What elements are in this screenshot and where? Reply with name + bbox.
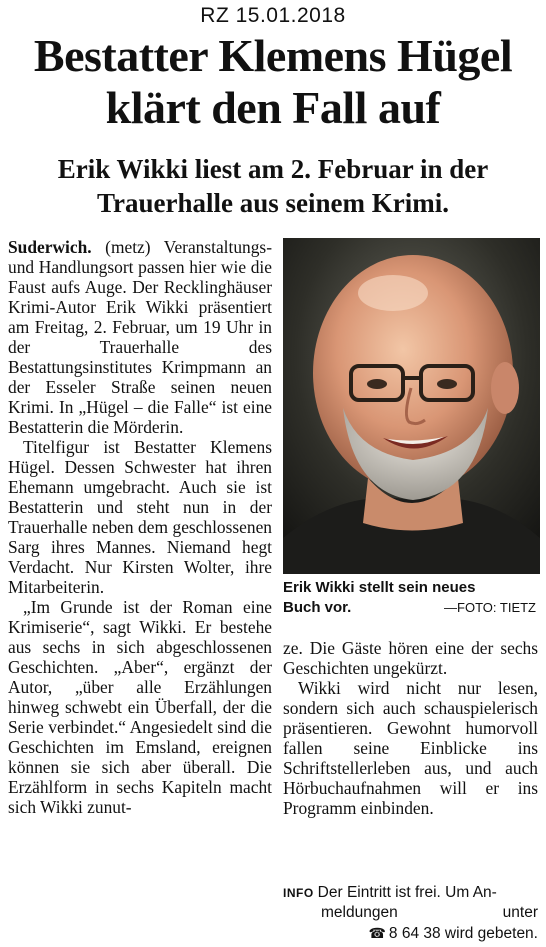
paragraph-1-text: (metz) Veranstaltungs- und Handlungsort passen hier wie die Faust aufs Auge. Der Recklinghäuser Krimi-Autor Erik Wikki präsentiert am Freitag, 2. Februar, um 19 Uhr in der Trauerhalle des Bestattungsinstitutes Krimpmann an der Esseler Straße seinen neuen Krimi. In „Hügel – die Falle“ ist eine Bestatterin die Mörderin. xyxy=(8,237,272,437)
info-text-3: 8 64 38 wird gebeten. xyxy=(388,925,538,942)
headline-line-1: Bestatter Klemens Hügel xyxy=(33,30,513,81)
info-text-2b: unter xyxy=(502,904,538,921)
info-box xyxy=(283,883,538,944)
photo-caption xyxy=(283,578,540,618)
info-tag: INFO xyxy=(283,886,314,900)
article-paragraph-3: „Im Grunde ist der Roman eine Krimiserie“, sagt Wikki. Er bestehe aus sechs in sich abgeschlossenen Geschichten. „Aber“, ergänzt der Autor, „über alle Erzählungen hinweg schwebt ein Überfall, der die Serie verbindet.“ Angesiedelt sind die Geschichten im Emsland, ereignen können sie sich aber überall. Die Erzählform in sechs Kapiteln macht sich Wikki zunut- xyxy=(8,597,272,817)
caption-line-1: Erik Wikki stellt sein neues xyxy=(283,579,476,596)
subheadline-line-2: Trauerhalle aus seinem Krimi. xyxy=(97,188,449,218)
author-portrait-image xyxy=(283,238,540,574)
photo-credit: —FOTO: TIETZ xyxy=(444,600,536,615)
article-paragraph-3-continued: ze. Die Gäste hören eine der sechs Geschichten ungekürzt. xyxy=(283,638,538,678)
article-paragraph-4: Wikki wird nicht nur lesen, sondern sich auch schauspielerisch präsentieren. Gewohnt humorvoll fallen seine Einblicke ins Schriftstellerleben aus, und auch Hörbuchaufnahmen will er ins Programm einbinden. xyxy=(283,678,538,818)
headline-line-2: klärt den Fall auf xyxy=(105,82,441,133)
info-line-1 xyxy=(283,883,538,903)
author-photo xyxy=(283,238,540,574)
dateline: RZ 15.01.2018 xyxy=(200,4,346,27)
telephone-icon: ☎ xyxy=(368,925,386,941)
article-column-right xyxy=(283,638,538,818)
caption-line-2: Buch vor. xyxy=(283,599,352,616)
article-column-left xyxy=(8,237,272,817)
info-line-3 xyxy=(283,923,538,944)
info-text-2a: meldungen xyxy=(321,904,398,921)
subheadline-line-1: Erik Wikki liest am 2. Februar in der xyxy=(57,154,489,184)
subheadline xyxy=(0,152,546,220)
info-text-1: Der Eintritt ist frei. Um An- xyxy=(317,884,497,901)
headline xyxy=(0,30,546,134)
article-paragraph-2: Titelfigur ist Bestatter Klemens Hügel. Dessen Schwester hat ihren Ehemann umgebracht. Auch sie ist Bestatterin und steht nun in der Trauerhalle neben dem geschlossenen Sarg ihres Mannes. Niemand hegt Verdacht. Nur Kirsten Wolter, ihre Mitarbeiterin. xyxy=(8,437,272,597)
dateline-location: Suderwich. xyxy=(8,237,92,257)
info-line-2 xyxy=(283,903,538,923)
article-paragraph-1 xyxy=(8,237,272,437)
